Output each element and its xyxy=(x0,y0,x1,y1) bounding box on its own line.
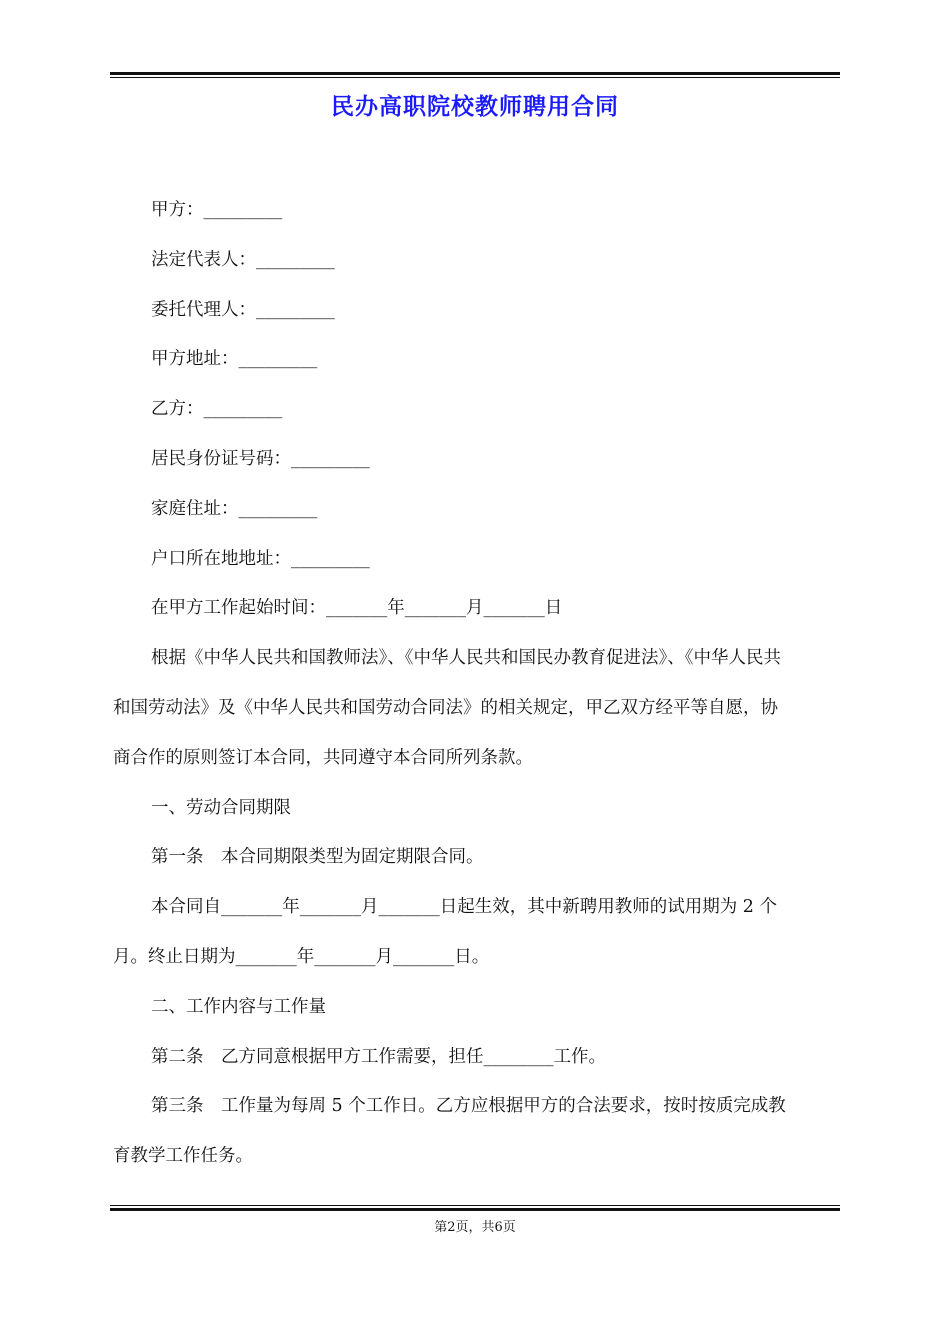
article-line: 第二条 乙方同意根据甲方工作需要，担任________工作。 xyxy=(151,1046,606,1067)
article-line: 月。终止日期为_______年_______月_______日。 xyxy=(113,946,490,967)
article-line: 第一条 本合同期限类型为固定期限合同。 xyxy=(151,847,484,868)
party-a-line: 甲方：_________ xyxy=(151,200,283,220)
preamble-line: 和国劳动法》及《中华人民共和国劳动合同法》的相关规定，甲乙双方经平等自愿，协 xyxy=(113,697,778,718)
preamble-line: 根据《中华人民共和国教师法》、《中华人民共和国民办教育促进法》、《中华人民共 xyxy=(151,648,781,669)
article-line: 第三条 工作量为每周 5 个工作日。乙方应根据甲方的合法要求，按时按质完成教 xyxy=(151,1096,786,1117)
preamble-line: 商合作的原则签订本合同，共同遵守本合同所列条款。 xyxy=(113,747,533,768)
section-heading: 二、工作内容与工作量 xyxy=(151,996,326,1017)
page-number: 第2页，共6页 xyxy=(434,1220,516,1235)
id-number-line: 居民身份证号码：_________ xyxy=(151,448,370,469)
home-address-line: 家庭住址：_________ xyxy=(151,498,318,519)
article-line: 本合同自_______年_______月_______日起生效，其中新聘用教师的试用期为 2 个 xyxy=(151,897,778,918)
document-title: 民办高职院校教师聘用合同 xyxy=(331,93,619,120)
footer-rule xyxy=(110,1205,840,1211)
legal-representative-line: 法定代表人：_________ xyxy=(151,249,335,270)
party-a-address-line: 甲方地址：_________ xyxy=(151,349,318,370)
document-body xyxy=(113,186,841,1182)
header-rule xyxy=(110,72,840,78)
household-address-line: 户口所在地地址：_________ xyxy=(151,548,370,569)
article-line: 育教学工作任务。 xyxy=(113,1146,253,1167)
section-heading: 一、劳动合同期限 xyxy=(151,797,291,818)
party-b-line: 乙方：_________ xyxy=(151,399,283,420)
start-date-line: 在甲方工作起始时间：_______年_______月_______日 xyxy=(151,598,563,619)
authorized-agent-line: 委托代理人：_________ xyxy=(151,299,335,320)
